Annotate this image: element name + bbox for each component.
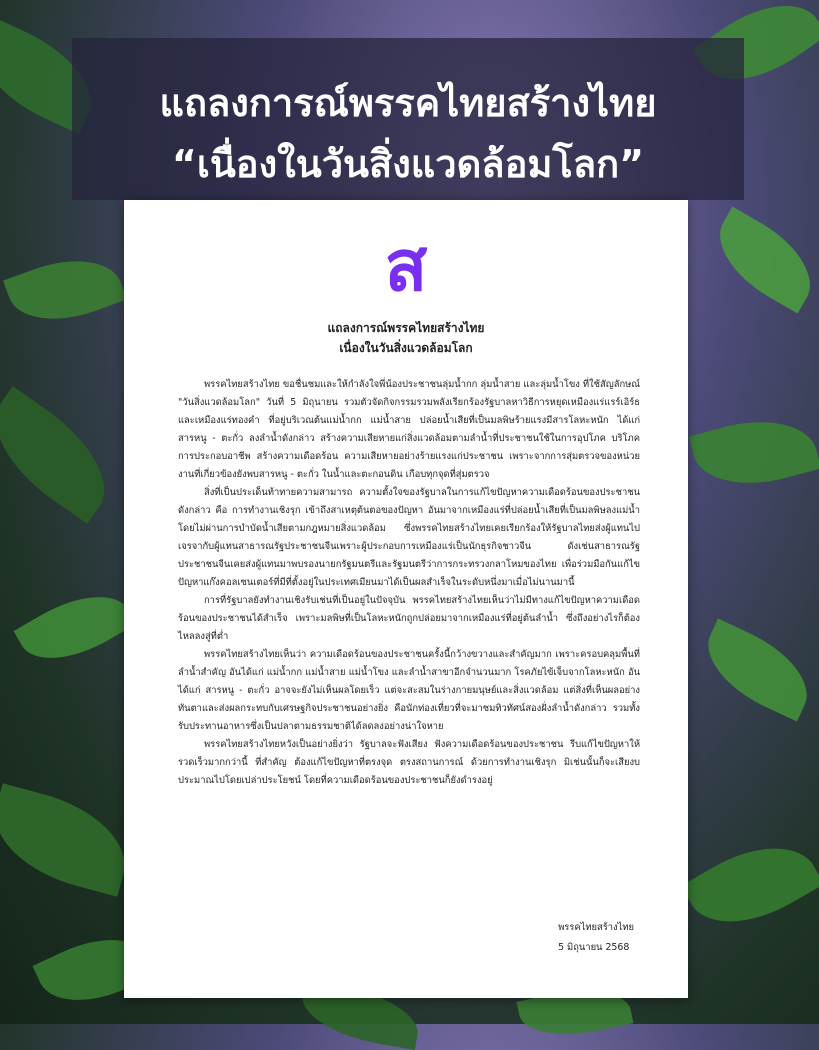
leaf-decoration [0,783,138,897]
paragraph: พรรคไทยสร้างไทย ขอชื่นชมและให้กำลังใจพี่น้องประชาชนลุ่มน้ำกก ลุ่มน้ำสาย และลุ่มน้ำโขง ที่ใช้สัญลักษณ์ "วันสิ่งแวดล้อมโลก" วันที่ 5 มิถุนายน รวมตัวจัดกิจกรรมรวมพลังเรียกร้องรัฐบาลหาวิธีการหยุดเหมืองแร่แรร์เอิร์ธและเหมืองแร่ทองคำ ที่อยู่บริเวณต้นแม่น้ำกก แม่น้ำสาย ปล่อยน้ำเสียที่เป็นมลพิษร้ายแรงมีสารโลหะหนัก ได้แก่ สารหนู - ตะกั่ว ลงลำน้ำดังกล่าว สร้างความเสียหายแก่สิ่งแวดล้อมตามลำน้ำที่ประชาชนใช้ในการอุปโภค บริโภค การประกอบอาชีพ สร้างความเดือดร้อน ความเสียหายอย่างร้ายแรงแก่ประชาชน เพราะจากการสุ่มตรวจของหน่วยงานที่เกี่ยวข้องยังพบสารหนู - ตะกั่ว ในน้ำและตะกอนดิน เกือบทุกจุดที่สุ่มตรวจ [178,379,640,480]
leaf-decoration [681,823,819,946]
headline-title: แถลงการณ์พรรคไทยสร้างไทย [159,81,657,125]
leaf-decoration [3,243,127,337]
statement-document [124,200,688,998]
document-title [124,318,688,358]
signature-date: 5 มิถุนายน 2568 [558,942,630,953]
leaf-decoration [14,576,137,679]
paragraph: พรรคไทยสร้างไทยเห็นว่า ความเดือดร้อนของประชาชนครั้งนี้กว้างขวางและสำคัญมาก เพราะครอบคลุมพื้นที่ลำน้ำสำคัญ อันได้แก่ แม่น้ำกก แม่น้ำสาย แม่น้ำโขง และลำน้ำสาขาอีกจำนวนมาก โรคภัยไข้เจ็บจากโลหะหนัก อันได้แก่ สารหนู - ตะกั่ว อาจจะยังไม่เห็นผลโดยเร็ว แต่จะสะสมในร่างกายมนุษย์และสิ่งแวดล้อม แต่สิ่งที่เห็นผลอย่างทันตาและส่งผลกระทบกับเศรษฐกิจประชาชนอย่างยิ่ง คือนักท่องเที่ยวที่จะมาชมทิวทัศน์สองฝั่งลำน้ำดังกล่าว รวมทั้งรับประทานอาหารซึ่งเป็นปลาตามธรรมชาติได้ลดลงอย่างน่าใจหาย [178,649,640,732]
paragraph: การที่รัฐบาลยังทำงานเชิงรับเช่นที่เป็นอยู่ในปัจจุบัน พรรคไทยสร้างไทยเห็นว่าไม่มีทางแก้ไขปัญหาความเดือดร้อนของประชาชนได้สำเร็จ เพราะมลพิษที่เป็นโลหะหนักถูกปล่อยมาจากเหมืองแร่ที่อยู่ต้นลำน้ำ ซึ่งถึงอย่างไรก็ต้องไหลลงสู่ที่ต่ำ [178,595,640,642]
paragraph: พรรคไทยสร้างไทยหวังเป็นอย่างยิ่งว่า รัฐบาลจะฟังเสียง ฟังความเดือดร้อนของประชาชน รีบแก้ไขปัญหาให้รวดเร็วมากกว่านี้ ที่สำคัญ ต้องแก้ไขปัญหาที่ตรงจุด ตรงสถานการณ์ ด้วยการทำงานเชิงรุก มิเช่นนั้นก็จะเสียงบประมาณไปโดยเปล่าประโยชน์ โดยที่ความเดือดร้อนของประชาชนก็ยังดำรงอยู่ [178,739,640,786]
party-logo-icon: ส [384,225,428,307]
leaf-decoration [0,386,127,524]
leaf-decoration [689,406,819,500]
headline-subtitle: “เนื่องในวันสิ่งแวดล้อมโลก” [171,142,645,186]
leaf-decoration [702,207,819,314]
leaf-decoration [693,619,819,722]
signature-block [558,918,634,958]
headline-banner [72,38,744,200]
paragraph: สิ่งที่เป็นประเด็นท้าทายความสามารถ ความตั้งใจของรัฐบาลในการแก้ไขปัญหาความเดือดร้อนของประชาชนดังกล่าว คือ การทำงานเชิงรุก เข้าถึงสาเหตุต้นตอของปัญหา อันมาจากเหมืองแร่ที่ปล่อยน้ำเสียที่เป็นมลพิษลงแม่น้ำโดยไม่ผ่านการบำบัดน้ำเสียตามกฎหมายสิ่งแวดล้อม ซึ่งพรรคไทยสร้างไทยเคยเรียกร้องให้รัฐบาลไทยส่งผู้แทนไปเจรจากับผู้แทนสาธารณรัฐประชาชนจีนเพราะผู้ประกอบการเหมืองแร่เป็นนักธุรกิจชาวจีน ดังเช่นสาธารณรัฐประชาชนจีนเคยส่งผู้แทนมาพบรองนายกรัฐมนตรีและรัฐมนตรีว่าการกระทรวงกลาโหมของไทย เพื่อร่วมมือกันแก้ไขปัญหาแก๊งคอลเซนเตอร์ที่มีที่ตั้งอยู่ในประเทศเมียนมาได้เป็นผลสำเร็จในระดับหนึ่งมาเมื่อไม่นานมานี้ [178,487,640,588]
document-body [178,376,640,790]
document-title-line2: เนื่องในวันสิ่งแวดล้อมโลก [339,341,473,355]
document-title-line1: แถลงการณ์พรรคไทยสร้างไทย [327,321,485,335]
signature-name: พรรคไทยสร้างไทย [558,922,634,933]
